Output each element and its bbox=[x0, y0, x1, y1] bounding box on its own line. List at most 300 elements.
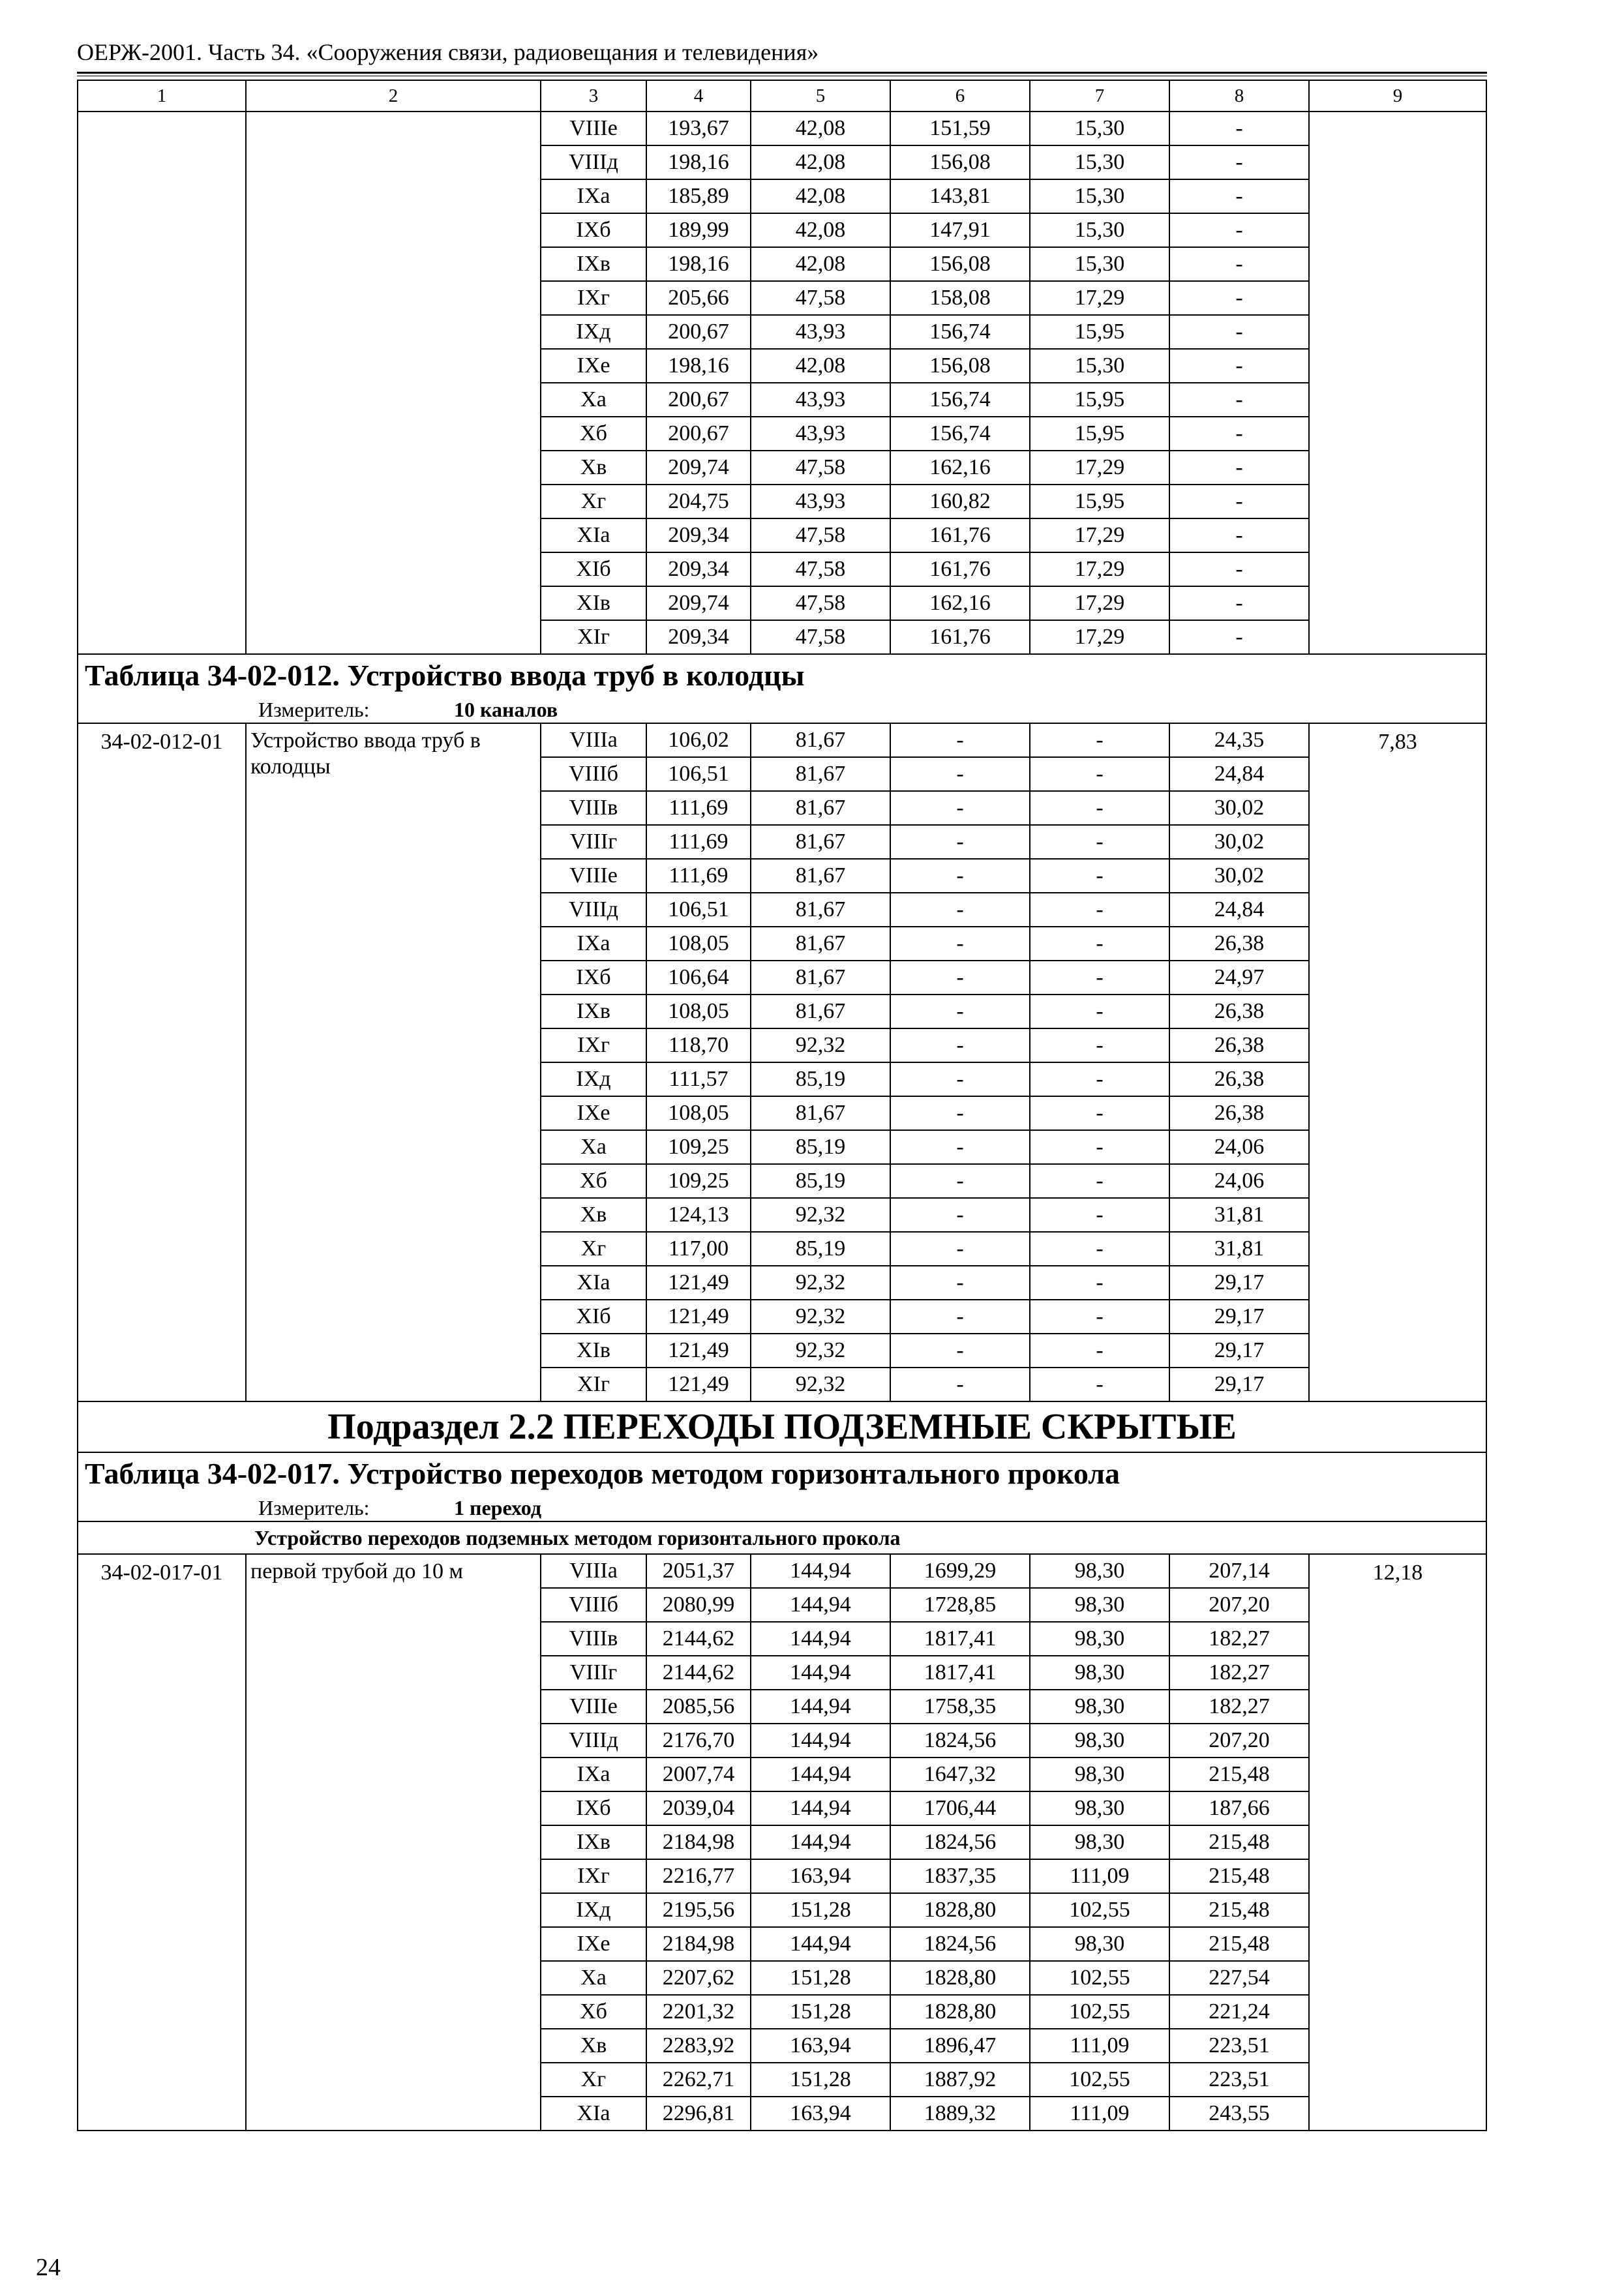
table-cell: Xб bbox=[541, 417, 646, 451]
table-cell: - bbox=[1169, 315, 1309, 349]
table-cell: 156,08 bbox=[890, 247, 1030, 281]
table-cell: 15,95 bbox=[1030, 383, 1169, 417]
table-cell: 187,66 bbox=[1169, 1791, 1309, 1825]
table-cell: 144,94 bbox=[751, 1554, 890, 1588]
table-cell: - bbox=[1030, 723, 1169, 757]
table-cell: 92,32 bbox=[751, 1334, 890, 1368]
table-cell: 121,49 bbox=[646, 1368, 751, 1401]
table-cell: 2296,81 bbox=[646, 2097, 751, 2131]
table-cell: 24,06 bbox=[1169, 1130, 1309, 1164]
page-number: 24 bbox=[36, 2254, 61, 2281]
table-cell: - bbox=[1030, 757, 1169, 791]
table-cell: IXг bbox=[541, 281, 646, 315]
table-cell: 156,74 bbox=[890, 315, 1030, 349]
column-number: 5 bbox=[751, 80, 890, 112]
table-cell: - bbox=[1030, 1096, 1169, 1130]
meter-cell bbox=[78, 696, 1486, 723]
column-number: 3 bbox=[541, 80, 646, 112]
table-cell: 26,38 bbox=[1169, 927, 1309, 961]
table-cell: - bbox=[1169, 349, 1309, 383]
table-cell: VIIIд bbox=[541, 1724, 646, 1758]
table-cell: 92,32 bbox=[751, 1198, 890, 1232]
table-cell: 26,38 bbox=[1169, 1028, 1309, 1062]
table-cell: - bbox=[890, 1062, 1030, 1096]
table-cell: IXa bbox=[541, 927, 646, 961]
table-cell: VIIIa bbox=[541, 1554, 646, 1588]
table-cell: 106,02 bbox=[646, 723, 751, 757]
table-cell: 111,69 bbox=[646, 859, 751, 893]
meter-cell bbox=[78, 1495, 1486, 1521]
table-cell: 81,67 bbox=[751, 825, 890, 859]
table-cell: 118,70 bbox=[646, 1028, 751, 1062]
table-cell: 151,28 bbox=[751, 1995, 890, 2029]
table-cell: Xг bbox=[541, 2063, 646, 2097]
table-cell: XIг bbox=[541, 1368, 646, 1401]
table-cell: - bbox=[890, 757, 1030, 791]
table-cell: 17,29 bbox=[1030, 281, 1169, 315]
table-subtitle: Устройство переходов подземных методом горизонтального прокола bbox=[78, 1521, 1486, 1554]
table-cell: 24,06 bbox=[1169, 1164, 1309, 1198]
table-cell: - bbox=[1030, 1232, 1169, 1266]
table-cell: 117,00 bbox=[646, 1232, 751, 1266]
table-cell: XIa bbox=[541, 518, 646, 552]
table-cell: 85,19 bbox=[751, 1232, 890, 1266]
table-cell: IXб bbox=[541, 961, 646, 995]
table-cell: 43,93 bbox=[751, 383, 890, 417]
table-cell: IXг bbox=[541, 1028, 646, 1062]
table-cell: - bbox=[1030, 1368, 1169, 1401]
table-cell: 92,32 bbox=[751, 1368, 890, 1401]
table-cell: 17,29 bbox=[1030, 518, 1169, 552]
table-cell: 121,49 bbox=[646, 1266, 751, 1300]
table-cell: 102,55 bbox=[1030, 2063, 1169, 2097]
table-cell: 17,29 bbox=[1030, 451, 1169, 485]
table-cell: - bbox=[1030, 961, 1169, 995]
table-cell: - bbox=[1169, 485, 1309, 518]
table-cell: 1758,35 bbox=[890, 1690, 1030, 1724]
table-cell: 2184,98 bbox=[646, 1825, 751, 1859]
table-cell: 227,54 bbox=[1169, 1961, 1309, 1995]
table-cell: - bbox=[890, 723, 1030, 757]
table-cell: 26,38 bbox=[1169, 1062, 1309, 1096]
rate-description: Устройство ввода труб в колодцы bbox=[246, 723, 541, 1401]
table-cell: 15,95 bbox=[1030, 417, 1169, 451]
table-cell: - bbox=[1030, 825, 1169, 859]
table-cell: 92,32 bbox=[751, 1028, 890, 1062]
table-cell: 81,67 bbox=[751, 757, 890, 791]
table-cell: - bbox=[890, 893, 1030, 927]
table-cell: VIIIб bbox=[541, 1588, 646, 1622]
table-cell: IXд bbox=[541, 1893, 646, 1927]
table-cell: 47,58 bbox=[751, 281, 890, 315]
table-cell: VIIIв bbox=[541, 791, 646, 825]
table-cell: 111,57 bbox=[646, 1062, 751, 1096]
subsection-row bbox=[78, 1401, 1486, 1452]
table-cell: 1887,92 bbox=[890, 2063, 1030, 2097]
table-cell: 85,19 bbox=[751, 1164, 890, 1198]
table-cell: 156,08 bbox=[890, 145, 1030, 179]
table-cell: 47,58 bbox=[751, 518, 890, 552]
table-cell: 29,17 bbox=[1169, 1334, 1309, 1368]
table-cell: Xб bbox=[541, 1995, 646, 2029]
table-cell: - bbox=[890, 995, 1030, 1028]
rate-col9: 7,83 bbox=[1309, 723, 1486, 1401]
table-cell: 17,29 bbox=[1030, 552, 1169, 586]
table-cell: Xa bbox=[541, 1961, 646, 1995]
column-number: 8 bbox=[1169, 80, 1309, 112]
table-cell: 81,67 bbox=[751, 995, 890, 1028]
table-cell: XIa bbox=[541, 1266, 646, 1300]
table-cell: - bbox=[1030, 1198, 1169, 1232]
table-cell: IXa bbox=[541, 179, 646, 213]
column-numbers-row bbox=[78, 80, 1486, 112]
table-cell: 81,67 bbox=[751, 859, 890, 893]
table-cell: IXб bbox=[541, 213, 646, 247]
table-cell: 160,82 bbox=[890, 485, 1030, 518]
table-title-row bbox=[78, 654, 1486, 696]
table-cell: - bbox=[890, 859, 1030, 893]
table-cell: - bbox=[1030, 1028, 1169, 1062]
table-title: Таблица 34-02-017. Устройство переходов методом горизонтального прокола bbox=[78, 1452, 1486, 1495]
table-cell: - bbox=[890, 1334, 1030, 1368]
table-cell: 144,94 bbox=[751, 1622, 890, 1656]
table-cell: Xв bbox=[541, 2029, 646, 2063]
table-cell: 24,84 bbox=[1169, 893, 1309, 927]
table-title: Таблица 34-02-012. Устройство ввода труб в колодцы bbox=[78, 654, 1486, 696]
table-cell: 31,81 bbox=[1169, 1198, 1309, 1232]
table-cell: 200,67 bbox=[646, 417, 751, 451]
column-number: 6 bbox=[890, 80, 1030, 112]
column-number: 1 bbox=[78, 80, 246, 112]
table-cell: 144,94 bbox=[751, 1825, 890, 1859]
table-cell: 1889,32 bbox=[890, 2097, 1030, 2131]
table-cell: 92,32 bbox=[751, 1300, 890, 1334]
table-cell: 144,94 bbox=[751, 1588, 890, 1622]
table-cell: 221,24 bbox=[1169, 1995, 1309, 2029]
table-cell: 47,58 bbox=[751, 552, 890, 586]
table-cell: 26,38 bbox=[1169, 1096, 1309, 1130]
table-cell: VIIIe bbox=[541, 1690, 646, 1724]
table-cell: - bbox=[1030, 1130, 1169, 1164]
table-cell: 98,30 bbox=[1030, 1791, 1169, 1825]
table-cell: IXд bbox=[541, 1062, 646, 1096]
table-cell: Xг bbox=[541, 1232, 646, 1266]
table-cell: 1837,35 bbox=[890, 1859, 1030, 1893]
rate-description bbox=[246, 112, 541, 654]
table-cell: - bbox=[890, 1300, 1030, 1334]
table-row bbox=[78, 723, 1486, 757]
table-cell: 2201,32 bbox=[646, 1995, 751, 2029]
table-cell: 215,48 bbox=[1169, 1893, 1309, 1927]
table-cell: 111,09 bbox=[1030, 2029, 1169, 2063]
table-cell: 156,74 bbox=[890, 383, 1030, 417]
table-cell: VIIIд bbox=[541, 145, 646, 179]
table-cell: 144,94 bbox=[751, 1724, 890, 1758]
table-cell: IXв bbox=[541, 247, 646, 281]
table-cell: 15,30 bbox=[1030, 112, 1169, 145]
table-cell: 43,93 bbox=[751, 417, 890, 451]
table-cell: 223,51 bbox=[1169, 2029, 1309, 2063]
table-cell: Xв bbox=[541, 1198, 646, 1232]
table-cell: 144,94 bbox=[751, 1791, 890, 1825]
table-cell: VIIIв bbox=[541, 1622, 646, 1656]
table-cell: 106,51 bbox=[646, 893, 751, 927]
table-cell: 198,16 bbox=[646, 247, 751, 281]
table-cell: 43,93 bbox=[751, 315, 890, 349]
table-cell: 109,25 bbox=[646, 1164, 751, 1198]
table-cell: 81,67 bbox=[751, 893, 890, 927]
table-cell: - bbox=[1169, 518, 1309, 552]
table-cell: 156,74 bbox=[890, 417, 1030, 451]
table-cell: 205,66 bbox=[646, 281, 751, 315]
table-cell: - bbox=[890, 1130, 1030, 1164]
table-cell: 42,08 bbox=[751, 179, 890, 213]
table-cell: - bbox=[1030, 859, 1169, 893]
meter-value: 1 переход bbox=[454, 1496, 542, 1519]
table-cell: 42,08 bbox=[751, 112, 890, 145]
table-cell: 151,59 bbox=[890, 112, 1030, 145]
table-cell: 24,35 bbox=[1169, 723, 1309, 757]
table-cell: 2085,56 bbox=[646, 1690, 751, 1724]
table-cell: 31,81 bbox=[1169, 1232, 1309, 1266]
table-cell: 243,55 bbox=[1169, 2097, 1309, 2131]
table-cell: VIIIe bbox=[541, 112, 646, 145]
table-cell: 144,94 bbox=[751, 1927, 890, 1961]
table-cell: - bbox=[1030, 1062, 1169, 1096]
table-cell: XIa bbox=[541, 2097, 646, 2131]
table-cell: 144,94 bbox=[751, 1656, 890, 1690]
table-cell: 1817,41 bbox=[890, 1622, 1030, 1656]
table-cell: 15,95 bbox=[1030, 485, 1169, 518]
table-cell: 193,67 bbox=[646, 112, 751, 145]
table-cell: 182,27 bbox=[1169, 1622, 1309, 1656]
table-cell: - bbox=[1169, 145, 1309, 179]
table-cell: 15,95 bbox=[1030, 315, 1169, 349]
table-cell: IXa bbox=[541, 1758, 646, 1791]
table-cell: 1817,41 bbox=[890, 1656, 1030, 1690]
table-cell: 207,14 bbox=[1169, 1554, 1309, 1588]
column-number: 4 bbox=[646, 80, 751, 112]
table-cell: - bbox=[1169, 552, 1309, 586]
table-cell: - bbox=[890, 1368, 1030, 1401]
table-cell: 81,67 bbox=[751, 791, 890, 825]
table-cell: 163,94 bbox=[751, 2097, 890, 2131]
table-cell: 85,19 bbox=[751, 1130, 890, 1164]
table-cell: - bbox=[890, 1232, 1030, 1266]
table-cell: 189,99 bbox=[646, 213, 751, 247]
table-cell: 1699,29 bbox=[890, 1554, 1030, 1588]
table-cell: IXe bbox=[541, 1096, 646, 1130]
table-cell: 223,51 bbox=[1169, 2063, 1309, 2097]
table-cell: 30,02 bbox=[1169, 791, 1309, 825]
table-cell: 17,29 bbox=[1030, 586, 1169, 620]
table-cell: 2007,74 bbox=[646, 1758, 751, 1791]
table-cell: VIIIa bbox=[541, 723, 646, 757]
table-cell: IXд bbox=[541, 315, 646, 349]
table-cell: 1824,56 bbox=[890, 1825, 1030, 1859]
table-cell: 207,20 bbox=[1169, 1724, 1309, 1758]
table-cell: XIв bbox=[541, 586, 646, 620]
table-cell: 163,94 bbox=[751, 1859, 890, 1893]
table-cell: - bbox=[1169, 620, 1309, 654]
table-cell: 215,48 bbox=[1169, 1758, 1309, 1791]
table-cell: 121,49 bbox=[646, 1300, 751, 1334]
table-cell: - bbox=[1169, 586, 1309, 620]
table-cell: 204,75 bbox=[646, 485, 751, 518]
table-cell: 2184,98 bbox=[646, 1927, 751, 1961]
table-cell: - bbox=[1030, 893, 1169, 927]
table-cell: 156,08 bbox=[890, 349, 1030, 383]
table-cell: 47,58 bbox=[751, 586, 890, 620]
table-cell: 15,30 bbox=[1030, 213, 1169, 247]
table-cell: 42,08 bbox=[751, 145, 890, 179]
table-cell: 185,89 bbox=[646, 179, 751, 213]
table-cell: 2080,99 bbox=[646, 1588, 751, 1622]
table-cell: - bbox=[1169, 112, 1309, 145]
table-cell: 2283,92 bbox=[646, 2029, 751, 2063]
table-cell: - bbox=[1030, 927, 1169, 961]
table-cell: VIIIб bbox=[541, 757, 646, 791]
table-cell: - bbox=[890, 1028, 1030, 1062]
table-cell: IXe bbox=[541, 349, 646, 383]
table-cell: - bbox=[1169, 417, 1309, 451]
table-cell: 2195,56 bbox=[646, 1893, 751, 1927]
table-cell: - bbox=[1169, 179, 1309, 213]
table-cell: - bbox=[890, 1096, 1030, 1130]
table-cell: XIв bbox=[541, 1334, 646, 1368]
table-cell: - bbox=[1169, 281, 1309, 315]
table-cell: 2216,77 bbox=[646, 1859, 751, 1893]
table-cell: XIг bbox=[541, 620, 646, 654]
table-cell: 98,30 bbox=[1030, 1656, 1169, 1690]
table-cell: 2144,62 bbox=[646, 1656, 751, 1690]
subsection-title: Подраздел 2.2 ПЕРЕХОДЫ ПОДЗЕМНЫЕ СКРЫТЫЕ bbox=[78, 1401, 1486, 1452]
table-cell: 209,34 bbox=[646, 552, 751, 586]
table-cell: 215,48 bbox=[1169, 1927, 1309, 1961]
table-cell: 161,76 bbox=[890, 620, 1030, 654]
table-cell: 1647,32 bbox=[890, 1758, 1030, 1791]
table-cell: 1828,80 bbox=[890, 1961, 1030, 1995]
table-cell: 106,51 bbox=[646, 757, 751, 791]
table-cell: 1728,85 bbox=[890, 1588, 1030, 1622]
table-cell: - bbox=[1030, 1334, 1169, 1368]
table-cell: - bbox=[890, 927, 1030, 961]
table-title-row bbox=[78, 1452, 1486, 1495]
meter-row bbox=[78, 696, 1486, 723]
table-cell: XIб bbox=[541, 1300, 646, 1334]
table-cell: - bbox=[890, 1164, 1030, 1198]
table-cell: 98,30 bbox=[1030, 1724, 1169, 1758]
table-cell: 29,17 bbox=[1169, 1300, 1309, 1334]
table-cell: 151,28 bbox=[751, 1961, 890, 1995]
column-number: 2 bbox=[246, 80, 541, 112]
table-cell: 26,38 bbox=[1169, 995, 1309, 1028]
table-cell: 1706,44 bbox=[890, 1791, 1030, 1825]
table-cell: 43,93 bbox=[751, 485, 890, 518]
table-cell: 163,94 bbox=[751, 2029, 890, 2063]
table-cell: 15,30 bbox=[1030, 349, 1169, 383]
table-cell: 215,48 bbox=[1169, 1825, 1309, 1859]
table-cell: 209,74 bbox=[646, 586, 751, 620]
table-cell: 47,58 bbox=[751, 451, 890, 485]
table-cell: - bbox=[1169, 247, 1309, 281]
table-cell: 124,13 bbox=[646, 1198, 751, 1232]
table-cell: VIIIг bbox=[541, 1656, 646, 1690]
table-cell: 98,30 bbox=[1030, 1690, 1169, 1724]
table-cell: 161,76 bbox=[890, 552, 1030, 586]
table-cell: 151,28 bbox=[751, 1893, 890, 1927]
table-cell: 1824,56 bbox=[890, 1724, 1030, 1758]
table-cell: - bbox=[890, 961, 1030, 995]
table-cell: 200,67 bbox=[646, 315, 751, 349]
table-cell: 17,29 bbox=[1030, 620, 1169, 654]
table-cell: - bbox=[1169, 451, 1309, 485]
table-cell: 85,19 bbox=[751, 1062, 890, 1096]
table-cell: 102,55 bbox=[1030, 1893, 1169, 1927]
table-cell: 209,74 bbox=[646, 451, 751, 485]
table-cell: 108,05 bbox=[646, 1096, 751, 1130]
table-cell: 215,48 bbox=[1169, 1859, 1309, 1893]
table-cell: 109,25 bbox=[646, 1130, 751, 1164]
table-cell: 42,08 bbox=[751, 213, 890, 247]
table-cell: 15,30 bbox=[1030, 179, 1169, 213]
table-cell: 81,67 bbox=[751, 723, 890, 757]
table-cell: 147,91 bbox=[890, 213, 1030, 247]
table-cell: 1828,80 bbox=[890, 1893, 1030, 1927]
table-cell: 209,34 bbox=[646, 518, 751, 552]
table-cell: - bbox=[1030, 1300, 1169, 1334]
rate-code bbox=[78, 112, 246, 654]
table-cell: 2144,62 bbox=[646, 1622, 751, 1656]
table-cell: 29,17 bbox=[1169, 1266, 1309, 1300]
table-cell: 98,30 bbox=[1030, 1554, 1169, 1588]
table-cell: 108,05 bbox=[646, 927, 751, 961]
table-cell: 1896,47 bbox=[890, 2029, 1030, 2063]
meter-value: 10 каналов bbox=[454, 698, 558, 721]
document-header: ОЕРЖ-2001. Часть 34. «Сооружения связи, радиовещания и телевидения» bbox=[77, 39, 819, 65]
rate-col9 bbox=[1309, 112, 1486, 654]
header-rule bbox=[77, 72, 1487, 74]
table-cell: - bbox=[1030, 1266, 1169, 1300]
subtitle-row bbox=[78, 1521, 1486, 1554]
rate-description: первой трубой до 10 м bbox=[246, 1554, 541, 2131]
table-cell: Xa bbox=[541, 383, 646, 417]
table-cell: 2051,37 bbox=[646, 1554, 751, 1588]
table-cell: 143,81 bbox=[890, 179, 1030, 213]
table-cell: 98,30 bbox=[1030, 1622, 1169, 1656]
table-cell: 162,16 bbox=[890, 586, 1030, 620]
table-cell: 47,58 bbox=[751, 620, 890, 654]
table-cell: 182,27 bbox=[1169, 1656, 1309, 1690]
table-cell: 200,67 bbox=[646, 383, 751, 417]
table-cell: - bbox=[890, 791, 1030, 825]
table-cell: - bbox=[1169, 383, 1309, 417]
table-cell: Xб bbox=[541, 1164, 646, 1198]
rate-col9: 12,18 bbox=[1309, 1554, 1486, 2131]
table-cell: 111,69 bbox=[646, 791, 751, 825]
table-cell: - bbox=[1030, 791, 1169, 825]
meter-label: Измеритель: bbox=[258, 698, 370, 721]
table-cell: 209,34 bbox=[646, 620, 751, 654]
table-cell: 144,94 bbox=[751, 1758, 890, 1791]
table-cell: 30,02 bbox=[1169, 825, 1309, 859]
table-cell: 1824,56 bbox=[890, 1927, 1030, 1961]
table-cell: VIIIд bbox=[541, 893, 646, 927]
column-number: 7 bbox=[1030, 80, 1169, 112]
table-cell: 111,09 bbox=[1030, 1859, 1169, 1893]
rate-code: 34-02-012-01 bbox=[78, 723, 246, 1401]
table-cell: 158,08 bbox=[890, 281, 1030, 315]
